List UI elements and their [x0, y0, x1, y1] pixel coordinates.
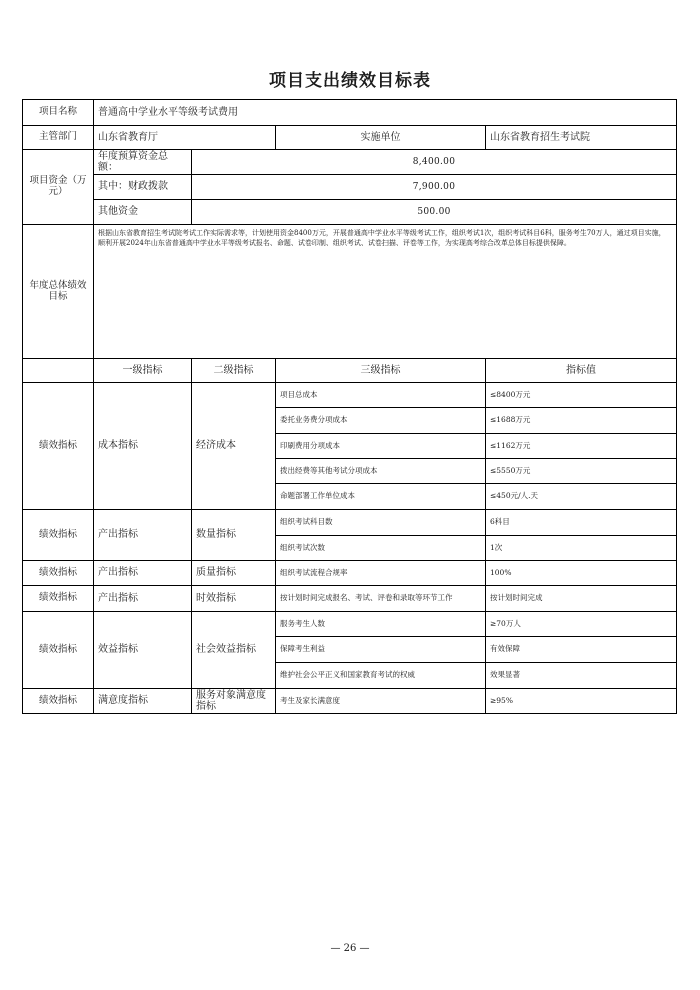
- page-number: — 26 —: [330, 943, 370, 954]
- indicator-level1: 成本指标: [94, 383, 192, 510]
- indicator-category: 绩效指标: [23, 510, 94, 561]
- indicator-category: 绩效指标: [23, 612, 94, 689]
- indicator-category: 绩效指标: [23, 586, 94, 612]
- header-level1: 一级指标: [94, 359, 192, 383]
- indicator-row: [23, 510, 677, 536]
- indicator-level2: 经济成本: [192, 383, 276, 510]
- indicator-value: ≤1688万元: [486, 408, 677, 434]
- indicator-level1: 满意度指标: [94, 689, 192, 714]
- department-value: 山东省教育厅: [94, 126, 276, 150]
- funds-fiscal-label: 其中：财政拨款: [94, 175, 192, 200]
- funds-fiscal-value: 7,900.00: [192, 175, 677, 200]
- indicator-value: ≤5550万元: [486, 459, 677, 484]
- indicator-row: [23, 689, 677, 714]
- indicator-category: 绩效指标: [23, 561, 94, 586]
- project-name-label: 项目名称: [23, 100, 94, 126]
- indicator-name: 组织考试科目数: [276, 510, 486, 536]
- indicator-name: 拨出经费等其他考试分项成本: [276, 459, 486, 484]
- indicator-value: 100%: [486, 561, 677, 586]
- indicator-header-row: [23, 359, 677, 383]
- implementing-unit-label: 实施单位: [276, 126, 486, 150]
- indicator-name: 保障考生利益: [276, 637, 486, 663]
- indicator-name: 按计划时间完成报名、考试、评卷和录取等环节工作: [276, 586, 486, 612]
- indicator-name: 印刷费用分项成本: [276, 434, 486, 459]
- performance-goal-table: [22, 99, 677, 714]
- indicator-value: ≤1162万元: [486, 434, 677, 459]
- indicator-name: 项目总成本: [276, 383, 486, 408]
- indicator-level2: 质量指标: [192, 561, 276, 586]
- header-level2: 二级指标: [192, 359, 276, 383]
- indicator-category: 绩效指标: [23, 383, 94, 510]
- indicator-category: 绩效指标: [23, 689, 94, 714]
- indicator-name: 命题部署工作单位成本: [276, 484, 486, 510]
- indicator-level1: 产出指标: [94, 510, 192, 561]
- indicator-value: ≤8400万元: [486, 383, 677, 408]
- indicator-name: 服务考生人数: [276, 612, 486, 637]
- indicator-value: ≥95%: [486, 689, 677, 714]
- indicator-level2: 时效指标: [192, 586, 276, 612]
- annual-goal-text: 根据山东省教育招生考试院考试工作实际需求等，计划使用资金8400万元，开展普通高中学业水平等级考试工作，组织考试1次，组织考试科目6科，服务考生70万人，通过项目实施，顺利开展2024年山东省普通高中学业水平等级考试报名、命题、试卷印制、组织考试、试卷扫描、评卷等工作，为实现高考综合改革总体目标提供保障。: [94, 225, 677, 359]
- indicator-name: 维护社会公平正义和国家教育考试的权威: [276, 663, 486, 689]
- funds-other-label: 其他资金: [94, 200, 192, 225]
- department-label: 主管部门: [23, 126, 94, 150]
- funds-other-row: [23, 200, 677, 225]
- funds-total-value: 8,400.00: [192, 150, 677, 175]
- indicator-value: 按计划时间完成: [486, 586, 677, 612]
- indicator-name: 考生及家长满意度: [276, 689, 486, 714]
- project-name-value: 普通高中学业水平等级考试费用: [94, 100, 677, 126]
- funds-total-label: 年度预算资金总额：: [94, 150, 192, 175]
- indicator-level1: 产出指标: [94, 586, 192, 612]
- indicator-value: 有效保障: [486, 637, 677, 663]
- indicator-value: ≤450元/人.天: [486, 484, 677, 510]
- annual-goal-label: 年度总体绩效目标: [23, 225, 94, 359]
- funds-other-value: 500.00: [192, 200, 677, 225]
- indicator-level1: 产出指标: [94, 561, 192, 586]
- page-title: 项目支出绩效目标表: [269, 71, 431, 91]
- implementing-unit-value: 山东省教育招生考试院: [486, 126, 677, 150]
- indicator-level2: 数量指标: [192, 510, 276, 561]
- funds-total-row: [23, 150, 677, 175]
- indicator-level2: 社会效益指标: [192, 612, 276, 689]
- funds-label: 项目资金（万元）: [23, 150, 94, 225]
- indicator-name: 委托业务费分项成本: [276, 408, 486, 434]
- indicator-value: 1次: [486, 536, 677, 561]
- header-blank-cell: [23, 359, 94, 383]
- header-value: 指标值: [486, 359, 677, 383]
- indicator-value: 6科目: [486, 510, 677, 536]
- indicator-name: 组织考试次数: [276, 536, 486, 561]
- annual-goal-row: [23, 225, 677, 359]
- indicator-row: [23, 586, 677, 612]
- indicator-name: 组织考试流程合规率: [276, 561, 486, 586]
- indicator-value: ≥70万人: [486, 612, 677, 637]
- project-name-row: [23, 100, 677, 126]
- department-row: [23, 126, 677, 150]
- indicator-value: 效果显著: [486, 663, 677, 689]
- indicator-row: [23, 561, 677, 586]
- indicator-row: [23, 612, 677, 637]
- funds-fiscal-row: [23, 175, 677, 200]
- indicator-row: [23, 383, 677, 408]
- indicator-level1: 效益指标: [94, 612, 192, 689]
- header-level3: 三级指标: [276, 359, 486, 383]
- indicator-level2: 服务对象满意度指标: [192, 689, 276, 714]
